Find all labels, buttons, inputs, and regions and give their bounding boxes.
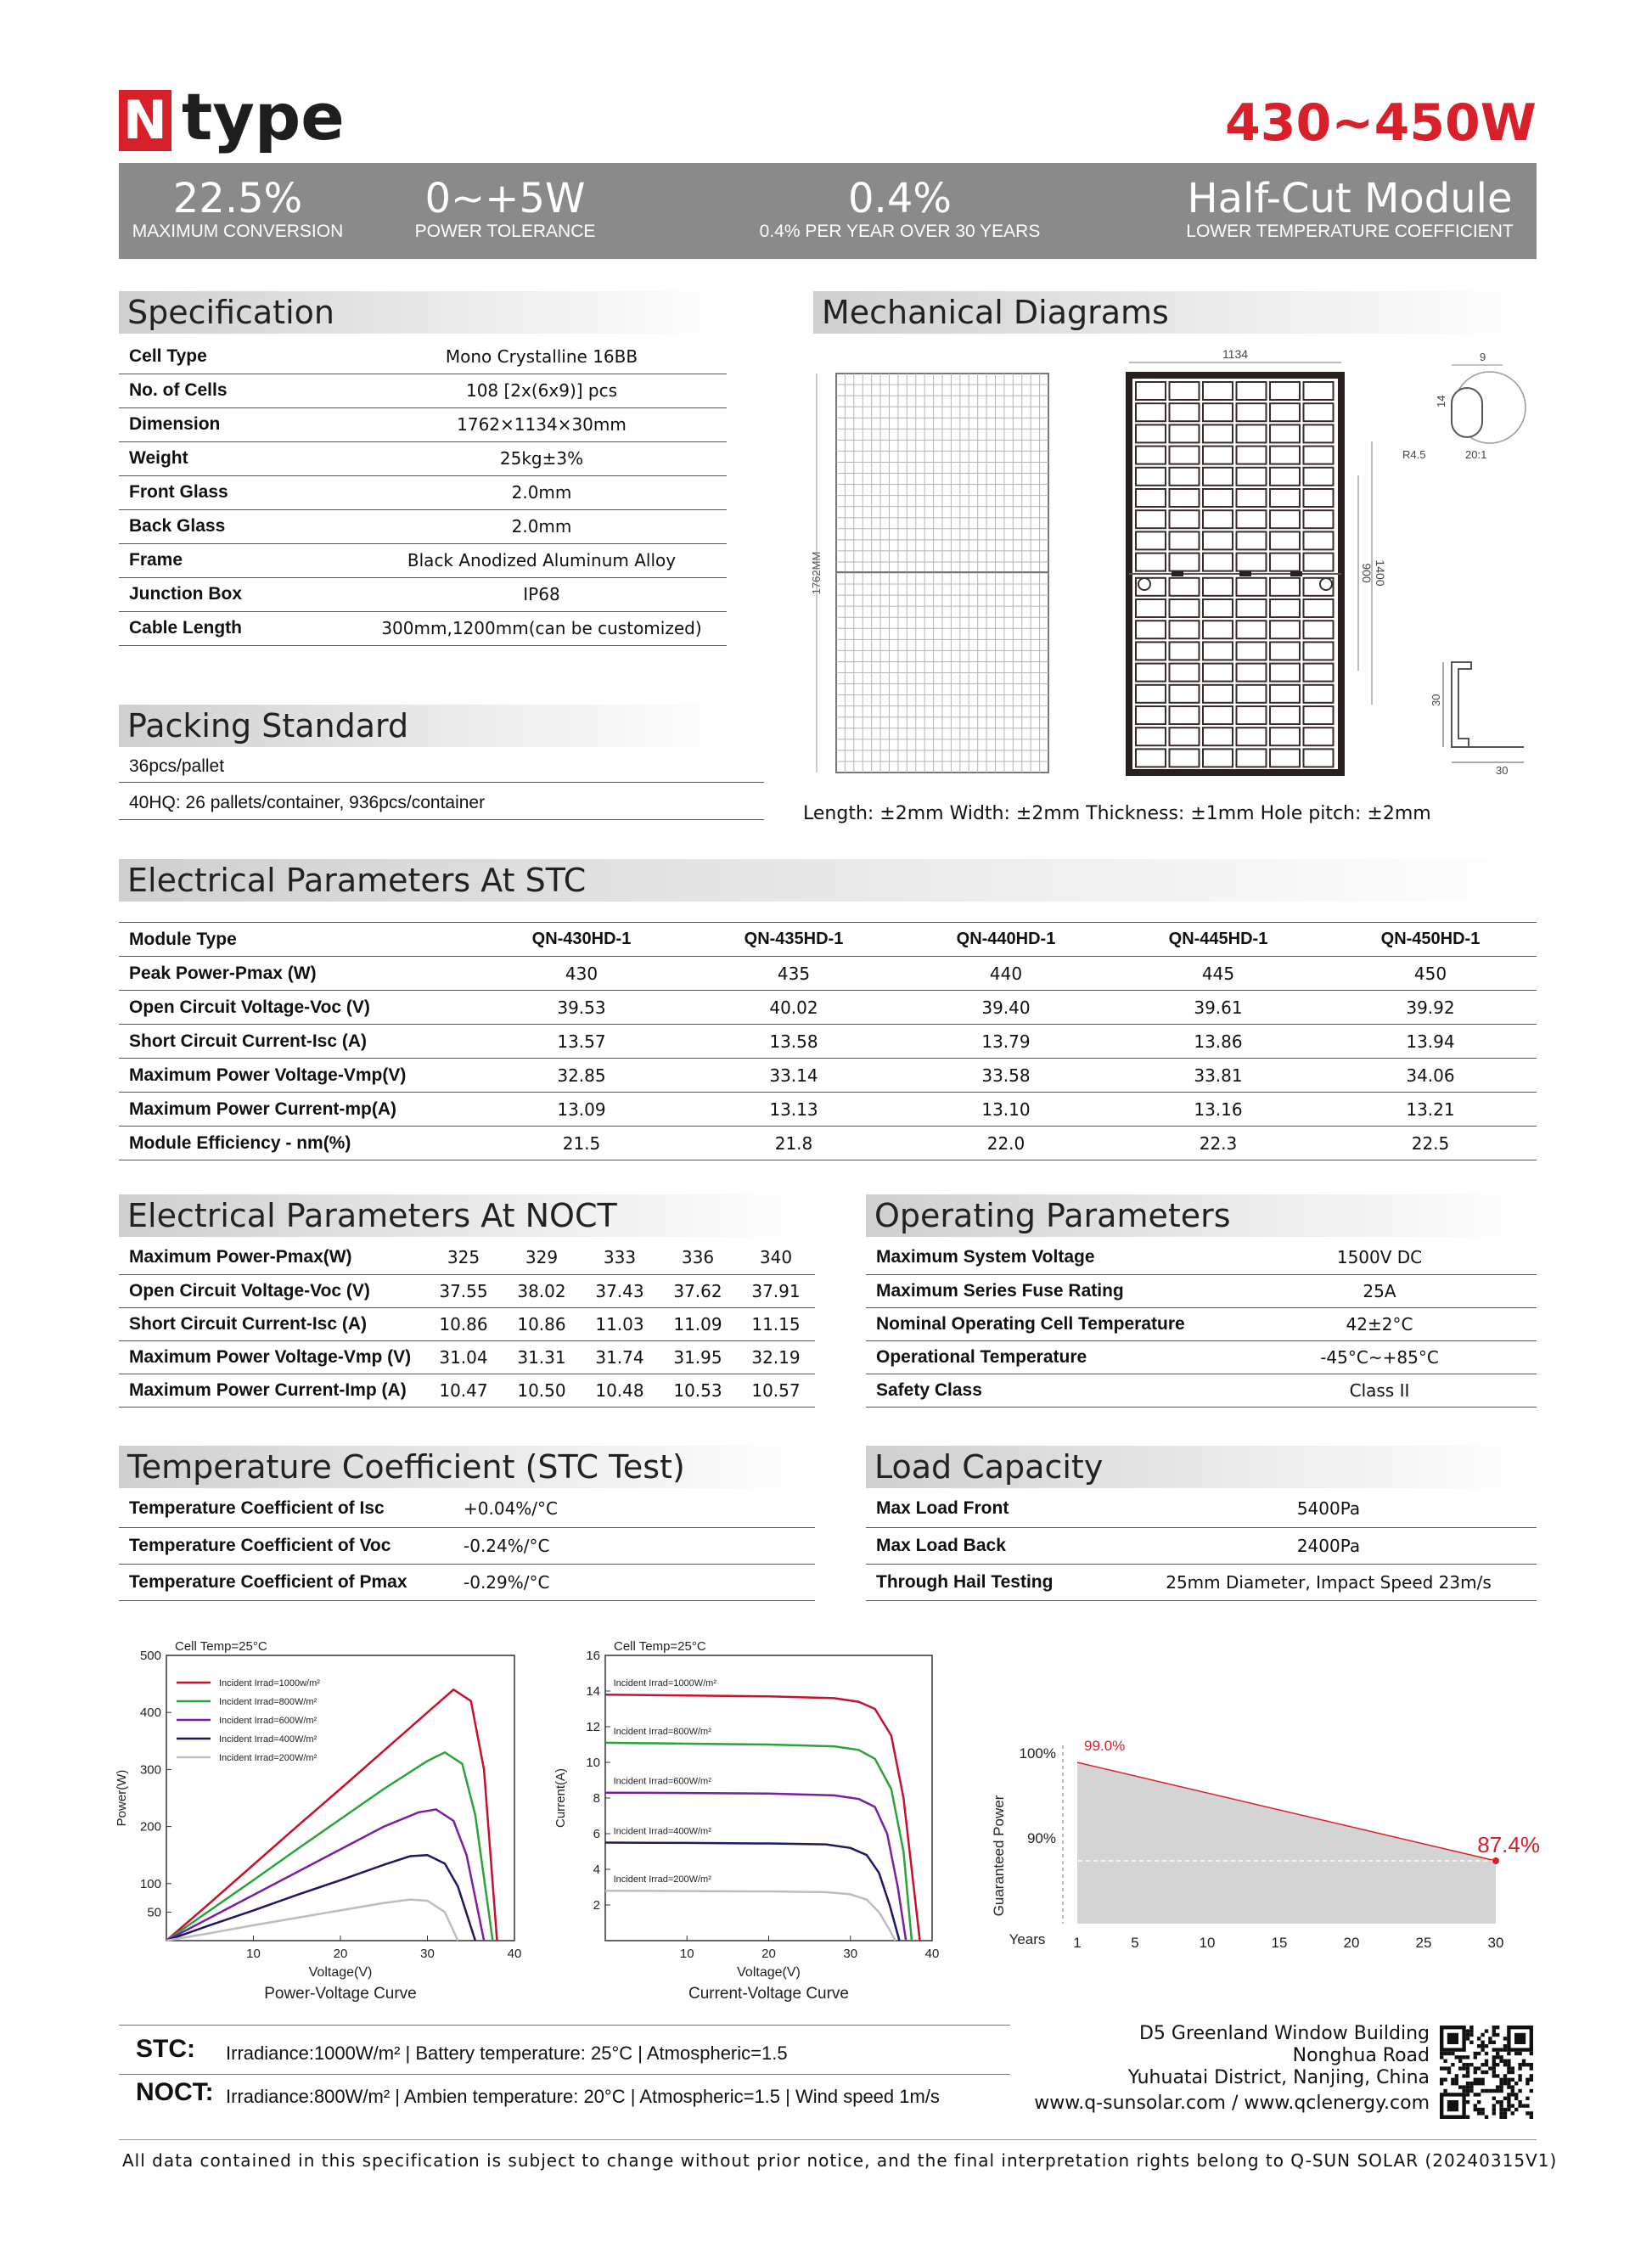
header-model: QN-430HD-1 (475, 923, 688, 957)
row-value: 13.79 (900, 1025, 1112, 1059)
row-value: 21.8 (688, 1127, 900, 1160)
row-value: 34.06 (1324, 1059, 1537, 1093)
header-model: QN-445HD-1 (1112, 923, 1324, 957)
stc-condition-text: Irradiance:1000W/m² | Battery temperature: 25°C | Atmospheric=1.5 (226, 2043, 788, 2064)
row-value: +0.04%/°C (458, 1491, 815, 1527)
y-tick-label: 16 (586, 1649, 600, 1663)
row-label: Temperature Coefficient of Pmax (119, 1564, 458, 1600)
logo-n-badge: N (119, 90, 171, 151)
header-label: Module Type (119, 923, 475, 957)
row-value: 22.3 (1112, 1127, 1324, 1160)
row-value: -0.24%/°C (458, 1527, 815, 1564)
start-value-label: 99.0% (1084, 1738, 1126, 1754)
x-axis-label: Voltage(V) (737, 1965, 801, 1980)
row-value: 38.02 (503, 1274, 581, 1307)
row-value: 33.58 (900, 1059, 1112, 1093)
noct-table (119, 1241, 815, 1408)
banner-item-tolerance (407, 177, 603, 243)
x-tick-label: 30 (843, 1947, 858, 1961)
legend-label: Incident Irrad=400W/m² (219, 1734, 317, 1745)
y-tick-label: 500 (139, 1649, 161, 1663)
series-line (605, 1793, 906, 1941)
y-tick-label: 6 (593, 1827, 600, 1841)
dim-1400-label: 1400 (1374, 559, 1387, 587)
row-label: Maximum Power Voltage-Vmp(V) (119, 1059, 475, 1093)
power-voltage-chart (102, 1630, 543, 2003)
row-value: Mono Crystalline 16BB (357, 340, 727, 374)
logo-type-word: type (182, 79, 345, 155)
row-value: 11.15 (737, 1307, 815, 1340)
section-title-temperature: Temperature Coefficient (STC Test) (119, 1446, 815, 1488)
row-value: 340 (737, 1241, 815, 1274)
chart-annotation: Cell Temp=25°C (175, 1639, 267, 1654)
section-title-stc: Electrical Parameters At STC (119, 859, 1537, 902)
row-value: 39.53 (475, 991, 688, 1025)
y-axis-label: Power(W) (115, 1769, 129, 1827)
row-value: 333 (581, 1241, 659, 1274)
row-label: Front Glass (119, 475, 357, 509)
table-row (119, 1093, 1537, 1127)
legend-label: Incident Irrad=600W/m² (613, 1776, 711, 1787)
y-tick-label: 400 (139, 1705, 161, 1721)
row-value: 31.74 (581, 1340, 659, 1374)
table-row (119, 1491, 815, 1527)
dim-width-label: 1134 (1222, 347, 1249, 361)
chart-title: Current-Voltage Curve (688, 1985, 850, 2003)
x-tick-label: 5 (1131, 1935, 1139, 1951)
row-value: 37.55 (424, 1274, 503, 1307)
y-axis-label: Current(A) (553, 1767, 568, 1829)
operating-table (866, 1241, 1537, 1408)
banner-item-halfcut (1180, 177, 1520, 243)
noct-condition-text: Irradiance:800W/m² | Ambien temperature: 20°C | Atmospheric=1.5 | Wind speed 1m/s (226, 2086, 940, 2107)
feature-banner (119, 163, 1537, 259)
row-value: Class II (1222, 1374, 1537, 1407)
banner-item-conversion (127, 177, 348, 243)
row-label: Back Glass (119, 509, 357, 543)
section-title-load: Load Capacity (866, 1446, 1537, 1488)
table-row (119, 340, 727, 374)
tolerance-note: Length: ±2mm Width: ±2mm Thickness: ±1mm Hole pitch: ±2mm (803, 803, 1431, 824)
row-label: No. of Cells (119, 374, 357, 407)
legend-label: Incident Irrad=400W/m² (613, 1826, 711, 1837)
row-value: 435 (688, 957, 900, 991)
row-value: 2.0mm (357, 475, 727, 509)
row-label: Max Load Front (866, 1491, 1121, 1527)
row-label: Short Circuit Current-Isc (A) (119, 1025, 475, 1059)
row-label: Cell Type (119, 340, 357, 374)
row-value: 39.61 (1112, 991, 1324, 1025)
table-row (119, 1274, 815, 1307)
address-line-1: D5 Greenland Window Building (1138, 2023, 1430, 2044)
legend-label: Incident Irrad=1000W/m² (613, 1678, 716, 1689)
series-line (166, 1900, 458, 1941)
row-label: Maximum Power Current-mp(A) (119, 1093, 475, 1127)
row-label: Maximum System Voltage (866, 1241, 1222, 1274)
row-label: Safety Class (866, 1374, 1222, 1407)
row-value: 440 (900, 957, 1112, 991)
x-tick-label: 15 (1271, 1935, 1288, 1951)
row-label: Maximum Power Voltage-Vmp (V) (119, 1340, 424, 1374)
y-tick-label: 12 (586, 1720, 600, 1734)
table-row (866, 1527, 1537, 1564)
row-value: 10.86 (503, 1307, 581, 1340)
row-label: Temperature Coefficient of Voc (119, 1527, 458, 1564)
section-title-operating: Operating Parameters (866, 1194, 1537, 1237)
row-value: 13.16 (1112, 1093, 1324, 1127)
row-value: 25A (1222, 1274, 1537, 1307)
table-row (119, 509, 727, 543)
packing-line-2: 40HQ: 26 pallets/container, 936pcs/container (119, 786, 764, 820)
row-value: 40.02 (688, 991, 900, 1025)
series-line (166, 1855, 475, 1941)
banner-value: 22.5% (172, 175, 303, 222)
x-tick-label: 20 (333, 1947, 348, 1961)
x-tick-label: 10 (1199, 1935, 1216, 1951)
chart-annotation: Cell Temp=25°C (614, 1639, 706, 1654)
row-value: 32.85 (475, 1059, 688, 1093)
row-value: 450 (1324, 957, 1537, 991)
row-value: 108 [2x(6x9)] pcs (357, 374, 727, 407)
row-value: 5400Pa (1121, 1491, 1537, 1527)
row-value: 31.31 (503, 1340, 581, 1374)
table-row (119, 1374, 815, 1407)
row-value: 39.40 (900, 991, 1112, 1025)
dim-30a-label: 30 (1430, 694, 1442, 706)
row-value: -0.29%/°C (458, 1564, 815, 1600)
table-row (119, 577, 727, 611)
row-value: -45°C~+85°C (1222, 1340, 1537, 1374)
dim-30b-label: 30 (1496, 764, 1509, 777)
x-tick-label: 40 (924, 1947, 940, 1961)
x-tick-label: 20 (1343, 1935, 1360, 1951)
dim-length-label: 1762MM (810, 551, 823, 595)
table-row (866, 1274, 1537, 1307)
row-value: 32.19 (737, 1340, 815, 1374)
table-row (119, 543, 727, 577)
packing-line-1: 36pcs/pallet (119, 750, 764, 783)
y-tick-label: 10 (586, 1756, 600, 1770)
row-value: Black Anodized Aluminum Alloy (357, 543, 727, 577)
row-label: Weight (119, 441, 357, 475)
row-value: 33.14 (688, 1059, 900, 1093)
legend-label: Incident Irrad=800W/m² (613, 1726, 711, 1737)
table-row (119, 1025, 1537, 1059)
table-row (119, 1059, 1537, 1093)
y-tick-label: 4 (593, 1863, 600, 1877)
row-label: Maximum Power-Pmax(W) (119, 1241, 424, 1274)
y-tick-label: 2 (593, 1898, 600, 1913)
y-tick-label: 300 (139, 1762, 161, 1778)
x-axis-label: Years (1009, 1931, 1046, 1947)
warranty-chart (985, 1723, 1554, 1969)
banner-label: MAXIMUM CONVERSION (132, 222, 344, 241)
legend-label: Incident Irrad=800W/m² (219, 1697, 317, 1707)
x-tick-label: 10 (246, 1947, 261, 1961)
row-value: 1762×1134×30mm (357, 407, 727, 441)
row-value: 13.86 (1112, 1025, 1324, 1059)
table-row (119, 1307, 815, 1340)
row-label: Temperature Coefficient of Isc (119, 1491, 458, 1527)
chart-title: Power-Voltage Curve (264, 1985, 417, 2003)
wattage-range: 430~450W (1225, 93, 1537, 153)
table-row (119, 1241, 815, 1274)
row-value: 31.04 (424, 1340, 503, 1374)
table-header-row (119, 923, 1537, 957)
header-model: QN-435HD-1 (688, 923, 900, 957)
row-value: 13.21 (1324, 1093, 1537, 1127)
conditions-mid-rule (119, 2074, 1010, 2075)
table-row (119, 374, 727, 407)
row-value: 13.57 (475, 1025, 688, 1059)
row-value: 22.0 (900, 1127, 1112, 1160)
row-value: 1500V DC (1222, 1241, 1537, 1274)
table-row (119, 441, 727, 475)
series-line (166, 1689, 497, 1941)
mechanical-diagram (798, 340, 1545, 781)
legend-label: Incident Irrad=600W/m² (219, 1716, 317, 1726)
website-link[interactable]: www.q-sunsolar.com / www.qclenergy.com (1034, 2093, 1430, 2114)
y-tick-label: 8 (593, 1791, 600, 1806)
row-label: Cable Length (119, 611, 357, 645)
table-row (119, 991, 1537, 1025)
row-value: 329 (503, 1241, 581, 1274)
disclaimer-text: All data contained in this specification is subject to change without prior notice, and the final interpretation rights belong to Q-SUN SOLAR (20240315V1) (122, 2150, 1558, 2171)
row-label: Frame (119, 543, 357, 577)
table-row (119, 407, 727, 441)
x-tick-label: 40 (507, 1947, 522, 1961)
banner-value: Half-Cut Module (1187, 175, 1513, 222)
x-tick-label: 20 (761, 1947, 776, 1961)
row-value: 33.81 (1112, 1059, 1324, 1093)
row-label: Open Circuit Voltage-Voc (V) (119, 1274, 424, 1307)
row-value: 37.43 (581, 1274, 659, 1307)
row-value: 21.5 (475, 1127, 688, 1160)
section-title-mechanical: Mechanical Diagrams (813, 291, 1537, 334)
plot-frame (605, 1655, 932, 1941)
legend-label: Incident Irrad=1000w/m² (219, 1678, 320, 1689)
row-value: 2400Pa (1121, 1527, 1537, 1564)
row-value: 37.91 (737, 1274, 815, 1307)
frame-section (1443, 662, 1524, 762)
row-value: 10.53 (659, 1374, 737, 1407)
row-value: 445 (1112, 957, 1324, 991)
noct-condition-label: NOCT: (136, 2078, 214, 2106)
stc-condition-label: STC: (136, 2035, 195, 2063)
row-value: 325 (424, 1241, 503, 1274)
y-tick-label: 200 (139, 1819, 161, 1835)
banner-label: 0.4% PER YEAR OVER 30 YEARS (759, 222, 1041, 241)
y-tick-label: 50 (147, 1905, 161, 1920)
temperature-table (119, 1491, 815, 1601)
banner-item-degradation (747, 177, 1053, 243)
warranty-area (1077, 1762, 1496, 1924)
hole-detail (1402, 351, 1526, 461)
row-value: 11.03 (581, 1307, 659, 1340)
section-title-specification: Specification (119, 291, 730, 334)
stc-table (119, 922, 1537, 1160)
specification-table (119, 340, 727, 646)
footer-rule (119, 2139, 1537, 2140)
y-axis-label: Guaranteed Power (991, 1795, 1007, 1917)
row-value: 25mm Diameter, Impact Speed 23m/s (1121, 1564, 1537, 1600)
row-value: 10.47 (424, 1374, 503, 1407)
series-line (605, 1891, 896, 1941)
table-row (866, 1340, 1537, 1374)
header-model: QN-440HD-1 (900, 923, 1112, 957)
y-tick-label: 90% (1026, 1830, 1056, 1846)
load-table (866, 1491, 1537, 1601)
row-value: IP68 (357, 577, 727, 611)
table-row (866, 1564, 1537, 1600)
legend-label: Incident Irrad=200W/m² (219, 1753, 317, 1763)
row-label: Dimension (119, 407, 357, 441)
row-value: 2.0mm (357, 509, 727, 543)
table-row (119, 1527, 815, 1564)
x-tick-label: 25 (1415, 1935, 1432, 1951)
banner-value: 0~+5W (424, 175, 586, 222)
table-row (866, 1491, 1537, 1527)
row-label: Nominal Operating Cell Temperature (866, 1307, 1222, 1340)
address-line-2: Nonghua Road (1292, 2045, 1430, 2066)
row-label: Maximum Series Fuse Rating (866, 1274, 1222, 1307)
row-label: Junction Box (119, 577, 357, 611)
table-row (866, 1307, 1537, 1340)
x-tick-label: 30 (1487, 1935, 1504, 1951)
row-value: 13.09 (475, 1093, 688, 1127)
banner-label: LOWER TEMPERATURE COEFFICIENT (1186, 222, 1514, 241)
table-row (119, 611, 727, 645)
table-row (866, 1241, 1537, 1274)
dim-scale-label: 20:1 (1465, 448, 1487, 461)
row-value: 10.57 (737, 1374, 815, 1407)
row-label: Maximum Power Current-Imp (A) (119, 1374, 424, 1407)
row-value: 430 (475, 957, 688, 991)
row-label: Max Load Back (866, 1527, 1121, 1564)
row-value: 10.48 (581, 1374, 659, 1407)
row-label: Module Efficiency - nm(%) (119, 1127, 475, 1160)
table-row (866, 1374, 1537, 1407)
row-label: Peak Power-Pmax (W) (119, 957, 475, 991)
row-value: 300mm,1200mm(can be customized) (357, 611, 727, 645)
table-row (119, 475, 727, 509)
row-value: 25kg±3% (357, 441, 727, 475)
dim-14-label: 14 (1435, 395, 1447, 407)
row-value: 13.13 (688, 1093, 900, 1127)
row-value: 11.09 (659, 1307, 737, 1340)
header-model: QN-450HD-1 (1324, 923, 1537, 957)
y-tick-label: 14 (586, 1684, 600, 1699)
dim-9-label: 9 (1480, 351, 1486, 363)
row-label: Open Circuit Voltage-Voc (V) (119, 991, 475, 1025)
front-view (810, 374, 1048, 773)
end-value-label: 87.4% (1477, 1832, 1540, 1857)
table-row (119, 1340, 815, 1374)
section-title-noct: Electrical Parameters At NOCT (119, 1194, 815, 1237)
table-row (119, 957, 1537, 991)
x-tick-label: 10 (679, 1947, 694, 1961)
address-block (1034, 2023, 1430, 2115)
table-row (119, 1127, 1537, 1160)
row-label: Short Circuit Current-Isc (A) (119, 1307, 424, 1340)
qr-code-icon[interactable] (1440, 2026, 1533, 2119)
back-view (1129, 347, 1387, 773)
address-line-3: Yuhuatai District, Nanjing, China (1127, 2067, 1430, 2088)
conditions-top-rule (119, 2025, 1010, 2026)
row-value: 13.58 (688, 1025, 900, 1059)
dim-r45-label: R4.5 (1402, 448, 1426, 461)
x-tick-label: 1 (1073, 1935, 1082, 1951)
y-tick-label: 100 (139, 1876, 161, 1891)
row-value: 39.92 (1324, 991, 1537, 1025)
legend-label: Incident Irrad=200W/m² (613, 1874, 711, 1885)
row-value: 31.95 (659, 1340, 737, 1374)
banner-label: POWER TOLERANCE (414, 222, 596, 241)
table-row (119, 1564, 815, 1600)
row-value: 10.86 (424, 1307, 503, 1340)
row-value: 336 (659, 1241, 737, 1274)
x-tick-label: 30 (420, 1947, 435, 1961)
current-voltage-chart (553, 1630, 947, 2003)
series-line (605, 1743, 912, 1941)
row-value: 22.5 (1324, 1127, 1537, 1160)
row-value: 10.50 (503, 1374, 581, 1407)
row-value: 13.94 (1324, 1025, 1537, 1059)
row-value: 13.10 (900, 1093, 1112, 1127)
row-label: Operational Temperature (866, 1340, 1222, 1374)
row-label: Through Hail Testing (866, 1564, 1121, 1600)
end-point-marker (1492, 1857, 1499, 1864)
banner-value: 0.4% (848, 175, 952, 222)
x-axis-label: Voltage(V) (308, 1965, 373, 1980)
row-value: 42±2°C (1222, 1307, 1537, 1340)
y-tick-label: 100% (1019, 1745, 1056, 1762)
section-title-packing: Packing Standard (119, 705, 730, 747)
row-value: 37.62 (659, 1274, 737, 1307)
dim-900-label: 900 (1360, 563, 1374, 583)
